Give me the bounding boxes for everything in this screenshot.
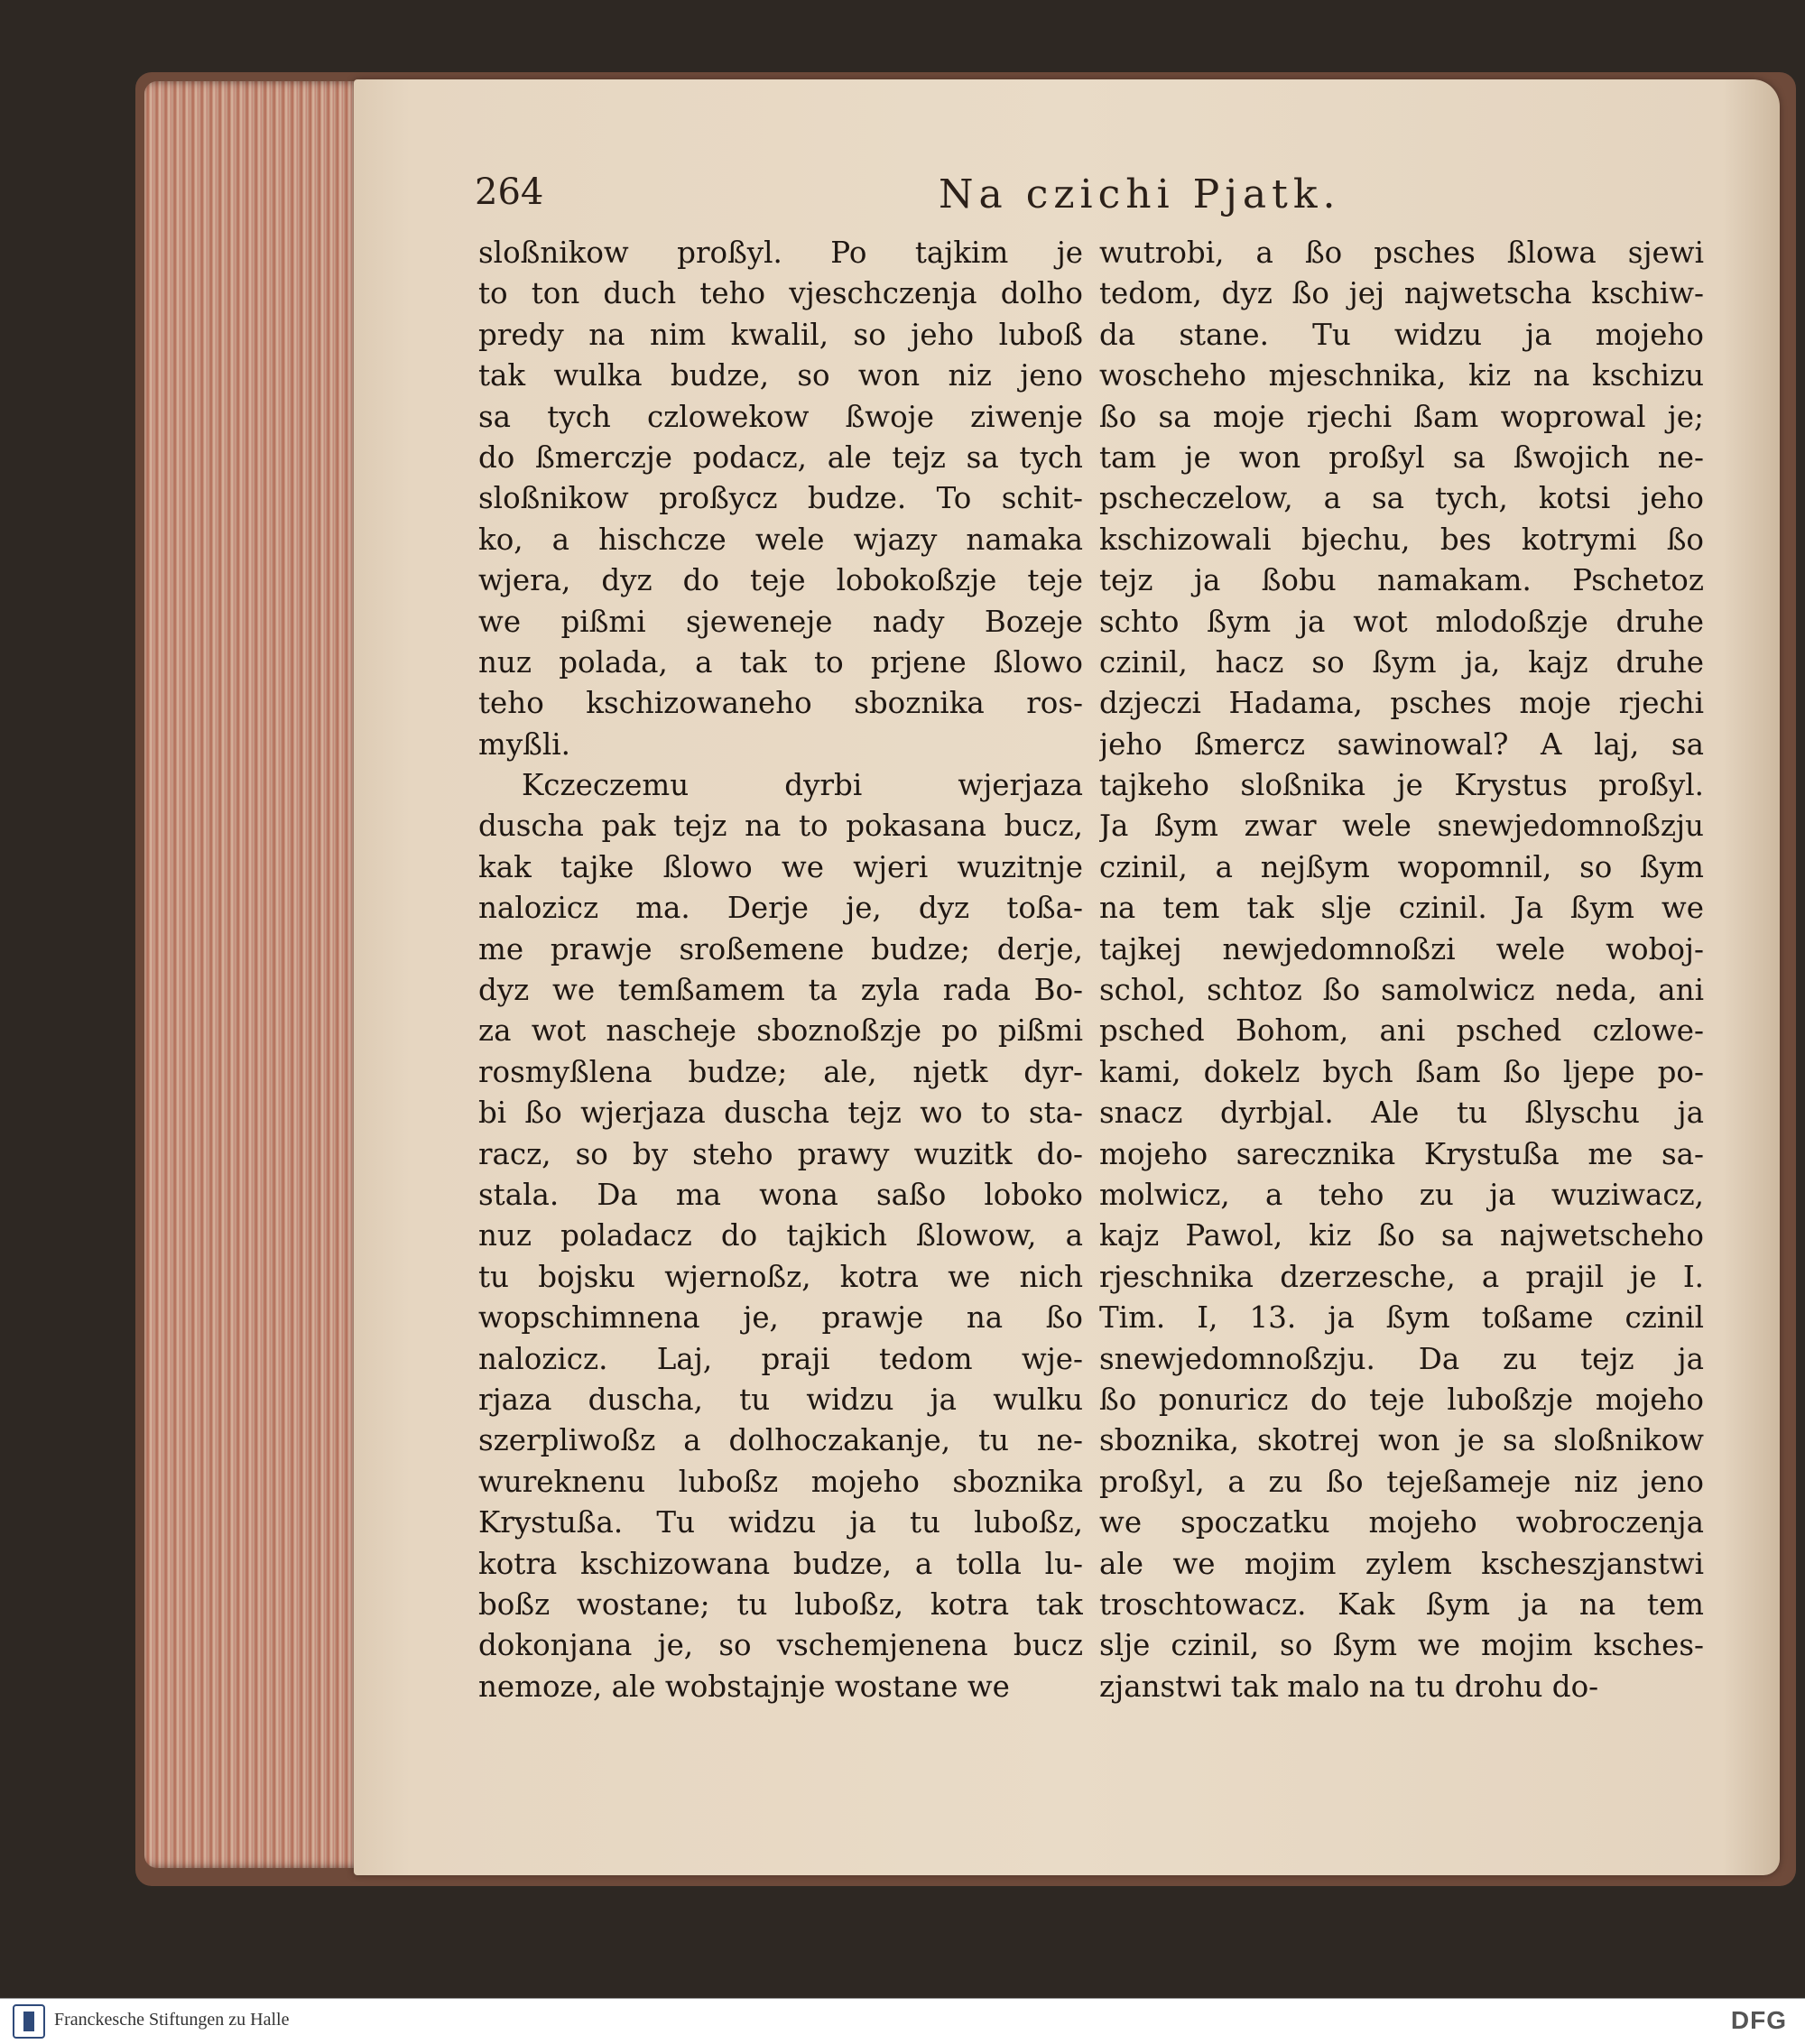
text-line: sloßnikow proßyl. Po tajkim je — [478, 236, 1083, 270]
right-text-column — [1099, 233, 1704, 1707]
text-line: me prawje sroßemene budze; derje, — [478, 931, 1083, 967]
text-line: tam je won proßyl sa ßwojich ne- — [1099, 439, 1704, 475]
text-line: snacz dyrbjal. Ale tu ßlyschu ja — [1099, 1096, 1704, 1131]
text-line: tajkeho sloßnika je Krystus proßyl. — [1099, 768, 1704, 803]
text-line: slje czinil, so ßym we mojim ksches- — [1099, 1628, 1704, 1663]
text-line: jeho ßmercz sawinowal? A laj, sa — [1099, 726, 1704, 762]
text-line: kotra kschizowana budze, a tolla lu- — [478, 1546, 1083, 1581]
text-line: myßli. — [478, 726, 571, 762]
text-line: rjeschnika dzerzesche, a prajil je I. — [1099, 1259, 1704, 1294]
text-line: snewjedomnoßzju. Da zu tejz ja — [1099, 1341, 1704, 1376]
text-line: sboznika, skotrej won je sa sloßnikow — [1099, 1423, 1704, 1458]
text-line: Tim. I, 13. ja ßym toßame czinil — [1099, 1300, 1704, 1336]
text-line: we spoczatku mojeho wobroczenja — [1099, 1505, 1704, 1540]
page-edges — [144, 81, 370, 1868]
text-line: za wot nascheje sboznoßzje po pißmi — [478, 1013, 1083, 1049]
text-line: ßo sa moje rjechi ßam woprowal je; — [1099, 399, 1704, 434]
text-line: sloßnikow proßycz budze. To schit- — [478, 481, 1083, 516]
dfg-logo: DFG — [1730, 2006, 1787, 2034]
institution-name: Franckesche Stiftungen zu Halle — [54, 2010, 290, 2030]
text-line: pscheczelow, a sa tych, kotsi jeho — [1099, 481, 1704, 516]
text-line: nemoze, ale wobstajnje wostane we — [478, 1669, 1010, 1704]
text-line: kschizowali bjechu, bes kotrymi ßo — [1099, 522, 1704, 557]
text-line: racz, so by steho prawy wuzitk do- — [478, 1136, 1083, 1171]
text-line: proßyl, a zu ßo tejeßameje niz jeno — [1099, 1464, 1704, 1499]
text-line: tajkej newjedomnoßzi wele woboj- — [1099, 931, 1704, 967]
text-line: kajz Pawol, kiz ßo sa najwetscheho — [1099, 1218, 1704, 1253]
text-line: psched Bohom, ani psched czlowe- — [1099, 1013, 1704, 1049]
text-line: da stane. Tu widzu ja mojeho — [1099, 317, 1704, 352]
text-line: na tem tak slje czinil. Ja ßym we — [1099, 891, 1704, 926]
text-line: tak wulka budze, so won niz jeno — [478, 358, 1083, 393]
text-line: rjaza duscha, tu widzu ja wulku — [478, 1382, 1083, 1417]
text-line: duscha pak tejz na to pokasana bucz, — [478, 809, 1083, 844]
text-line: Kczeczemu dyrbi wjerjaza — [522, 768, 1083, 803]
text-line: czinil, hacz so ßym ja, kajz druhe — [1099, 644, 1704, 680]
text-line: czinil, a nejßym wopomnil, so ßym — [1099, 849, 1704, 884]
text-line: Krystußa. Tu widzu ja tu luboßz, — [478, 1505, 1083, 1540]
text-line: sa tych czlowekow ßwoje ziwenje — [478, 399, 1083, 434]
text-line: kami, dokelz bych ßam ßo ljepe po- — [1099, 1054, 1704, 1089]
text-line: troschtowacz. Kak ßym ja na tem — [1099, 1586, 1704, 1622]
text-line: tedom, dyz ßo jej najwetscha kschiw- — [1099, 276, 1704, 311]
text-line: stala. Da ma wona saßo loboko — [478, 1177, 1083, 1212]
text-line: tejz ja ßobu namakam. Pschetoz — [1099, 563, 1704, 598]
text-line: nuz polada, a tak to prjene ßlowo — [478, 644, 1083, 680]
text-line: wureknenu luboßz mojeho sboznika — [478, 1464, 1083, 1499]
text-line: do ßmerczje podacz, ale tejz sa tych — [478, 439, 1083, 475]
text-line: ko, a hischcze wele wjazy namaka — [478, 522, 1083, 557]
left-text-column — [478, 233, 1083, 1707]
text-line: teho kschizowaneho sboznika ros- — [478, 686, 1083, 721]
text-line: kak tajke ßlowo we wjeri wuzitnje — [478, 849, 1083, 884]
text-line: we pißmi sjeweneje nady Bozeje — [478, 604, 1083, 639]
institution-logo-icon — [13, 2004, 45, 2039]
page-header — [469, 171, 1697, 226]
text-line: ale we mojim zylem kscheszjanstwi — [1099, 1546, 1704, 1581]
text-line: Ja ßym zwar wele snewjedomnoßzju — [1099, 809, 1704, 844]
text-line: boßz wostane; tu luboßz, kotra tak — [478, 1586, 1083, 1622]
text-line: dzjeczi Hadama, psches moje rjechi — [1099, 686, 1704, 721]
text-line: bi ßo wjerjaza duscha tejz wo to sta- — [478, 1096, 1083, 1131]
text-line: zjanstwi tak malo na tu drohu do- — [1099, 1669, 1599, 1704]
text-line: dokonjana je, so vschemjenena bucz — [478, 1628, 1083, 1663]
running-head: Na czichi Pjatk. — [939, 171, 1341, 217]
text-line: molwicz, a teho zu ja wuziwacz, — [1099, 1177, 1704, 1212]
text-line: nalozicz ma. Derje je, dyz toßa- — [478, 891, 1083, 926]
text-line: woscheho mjeschnika, kiz na kschizu — [1099, 358, 1704, 393]
text-line: schol, schtoz ßo samolwicz neda, ani — [1099, 973, 1704, 1008]
text-line: to ton duch teho vjeschczenja dolho — [478, 276, 1083, 311]
text-line: tu bojsku wjernoßz, kotra we nich — [478, 1259, 1083, 1294]
text-line: dyz we temßamem ta zyla rada Bo- — [478, 973, 1083, 1008]
text-line: ßo ponuricz do teje luboßzje mojeho — [1099, 1382, 1704, 1417]
text-line: wopschimnena je, prawje na ßo — [478, 1300, 1083, 1336]
text-line: rosmyßlena budze; ale, njetk dyr- — [478, 1054, 1083, 1089]
page-number: 264 — [475, 171, 544, 213]
text-line: wutrobi, a ßo psches ßlowa sjewi — [1099, 236, 1704, 270]
text-line: szerpliwoßz a dolhoczakanje, tu ne- — [478, 1423, 1083, 1458]
text-line: nalozicz. Laj, praji tedom wje- — [478, 1341, 1083, 1376]
text-line: schto ßym ja wot mlodoßzje druhe — [1099, 604, 1704, 639]
text-line: mojeho sarecznika Krystußa me sa- — [1099, 1136, 1704, 1171]
text-line: nuz poladacz do tajkich ßlowow, a — [478, 1218, 1083, 1253]
text-line: wjera, dyz do teje lobokoßzje teje — [478, 563, 1083, 598]
viewer-footer — [0, 1998, 1805, 2044]
text-line: predy na nim kwalil, so jeho luboß — [478, 317, 1083, 352]
